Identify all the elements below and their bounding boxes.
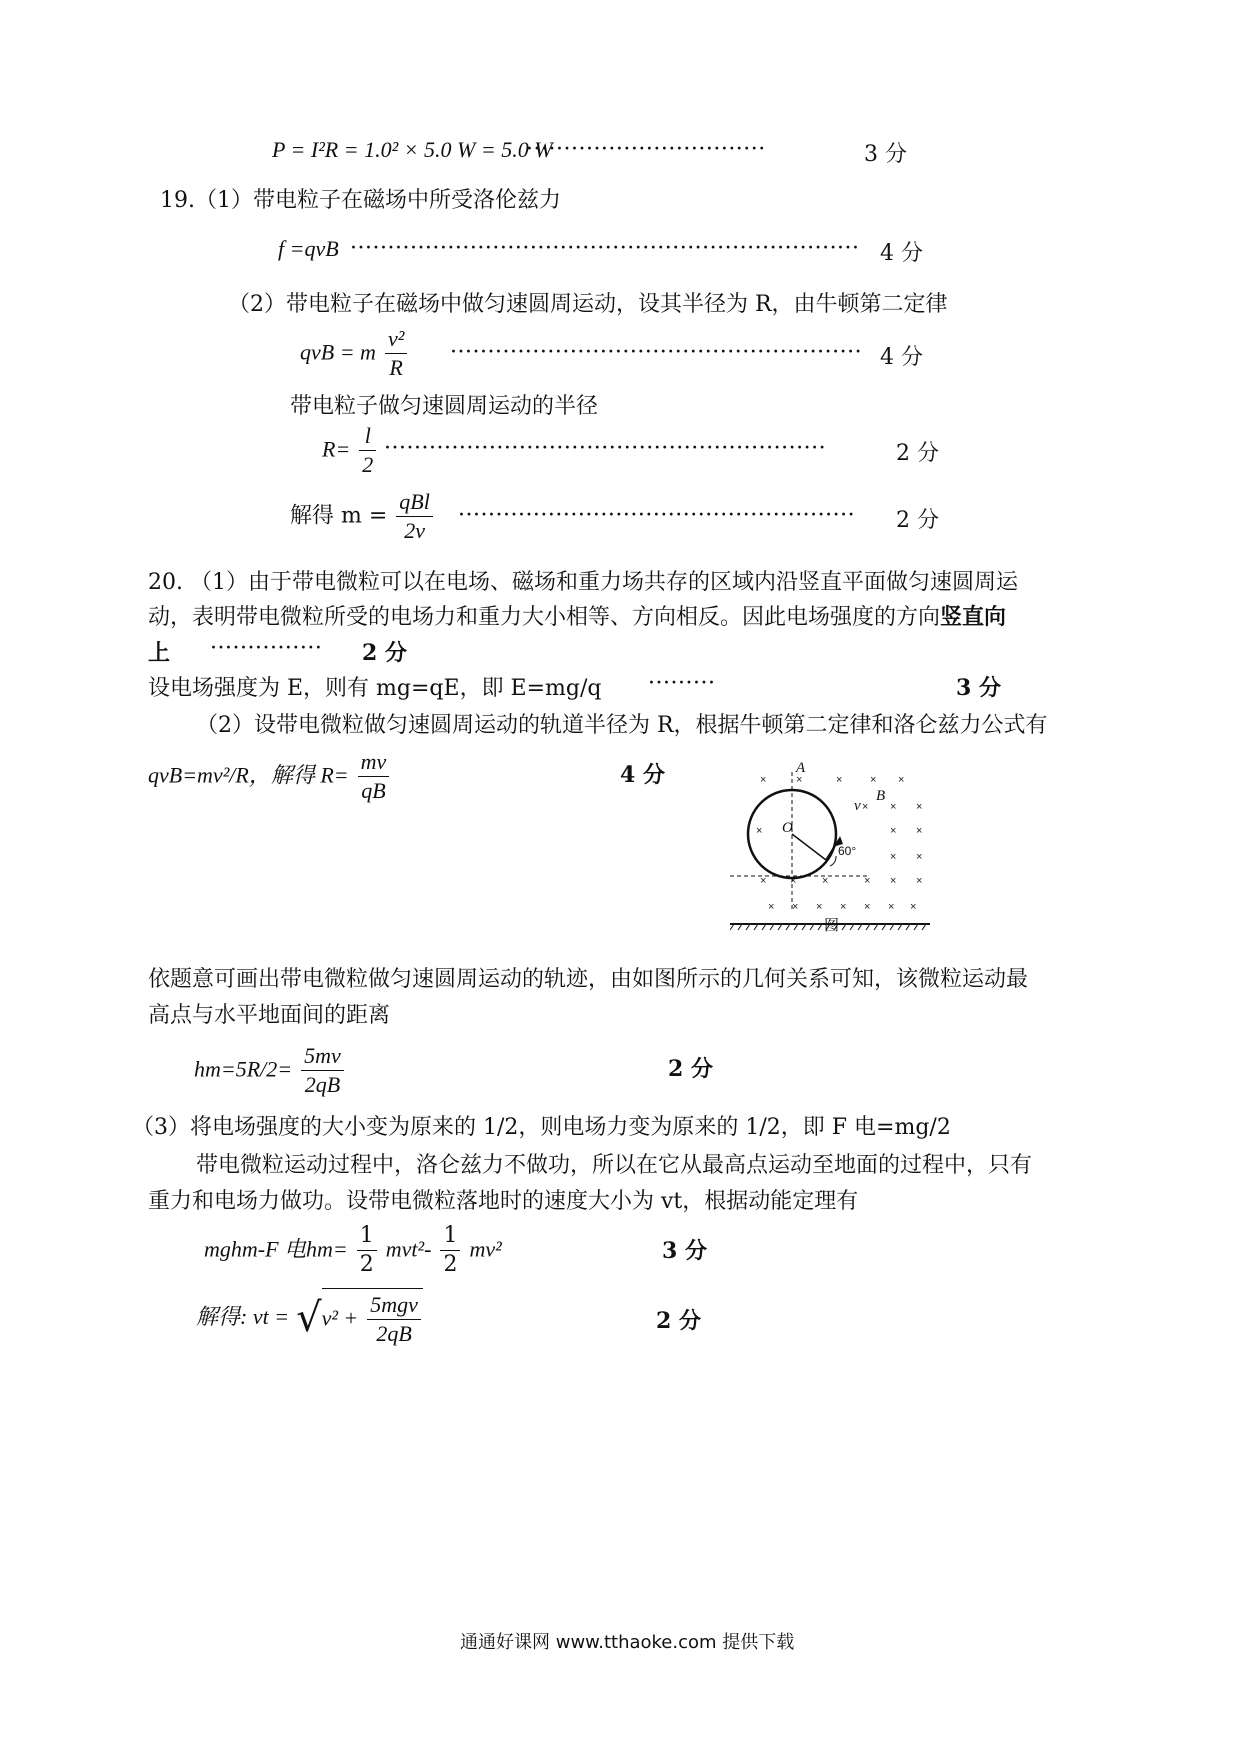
dot-leader: ································ [526,137,766,162]
q20-part1-line2: 动，表明带电微粒所受的电场力和重力大小相等、方向相反。因此电场强度的方向竖直向 [148,604,1007,630]
q20-radius-eq: qvB=mv²/R，解得 R= $\frac{mv}{qB}$ [148,748,391,805]
dot-leader: ··························································· [384,436,827,461]
fraction: $\frac{1}{2}$ [357,1222,377,1279]
score: 3 分 [956,675,1001,701]
score: 3 分 [662,1238,707,1264]
q19-force-eq: f =qvB [278,236,339,261]
figure-svg [730,762,930,937]
score: 2 分 [656,1308,701,1334]
svg-text:×: × [836,774,843,786]
svg-text:×: × [910,901,917,913]
label-v: v [854,798,861,814]
eq-left: qvB = m [300,339,376,365]
fraction: $\frac{mv}{qB}$ [358,748,390,805]
angle-label: 60° [838,844,857,858]
svg-text:×: × [840,901,847,913]
q19-solution: 解得 m = $\frac{\text{qBl}}{2v}$ [290,488,435,545]
label-B: B [876,788,886,804]
q19-radius-eq: R= $\frac{l}{2}$ [322,422,378,479]
svg-text:×: × [864,875,871,887]
score: 2 分 [896,508,939,533]
label-O: O [782,820,793,836]
footer-text: 通通好课网 www.tthaoke.com 提供下载 [460,1632,795,1653]
q20-explanation-line1: 依题意可画出带电微粒做匀速圆周运动的轨迹，由如图所示的几何关系可知，该微粒运动最 [148,967,1029,992]
q20-part3: （3）将电场强度的大小变为原来的 1/2，则电场力变为原来的 1/2，即 F 电=mg/2 [132,1115,951,1140]
score: 4 分 [880,241,923,266]
svg-text:×: × [756,825,763,837]
q20-part2: （2）设带电微粒做匀速圆周运动的轨道半径为 R，根据牛顿第二定律和洛仑兹力公式有 [196,713,1048,738]
score: 2 分 [362,640,407,666]
svg-text:×: × [816,901,823,913]
svg-text:×: × [898,774,905,786]
svg-text:×: × [796,774,803,786]
svg-text:×: × [916,875,923,887]
q19-part2: （2）带电粒子在磁场中做匀速圆周运动，设其半径为 R，由牛顿第二定律 [228,292,948,317]
svg-text:×: × [888,901,895,913]
q20-part3-text2: 重力和电场力做功。设带电微粒落地时的速度大小为 vt，根据动能定理有 [148,1189,859,1214]
svg-text:×: × [864,901,871,913]
fraction: $\frac{l}{2}$ [359,422,376,479]
fraction: $\frac{\text{v²}}{R}$ [385,325,407,382]
q20-final-eq: 解得: vt = √v² + $\frac{\text{5mgv}}{2qB}$ [196,1288,423,1348]
svg-text:×: × [916,825,923,837]
q20-height-eq: hm=5R/2= $\frac{5mv}{2qB}$ [194,1042,346,1099]
score: 4 分 [620,762,665,788]
label-A: A [796,760,806,776]
dot-leader: ········· [648,671,716,696]
q20-energy-eq: mghm-F 电hm= $\frac{1}{2}$ mvt²- $\frac{1}{2}$ mv² [204,1223,502,1277]
fraction: $\frac{1}{2}$ [440,1222,460,1279]
trajectory-figure [730,762,930,937]
svg-text:×: × [916,801,923,813]
svg-text:×: × [890,875,897,887]
score: 4 分 [880,345,923,370]
svg-text:×: × [768,901,775,913]
svg-text:×: × [862,801,869,813]
q20-part3-text1: 带电微粒运动过程中，洛仑兹力不做功，所以在它从最高点运动至地面的过程中，只有 [196,1153,1033,1178]
score: 2 分 [668,1056,713,1082]
sqrt-expression: √v² + $\frac{\text{5mgv}}{2qB}$ [296,1288,423,1348]
q20-part1-line1: 20. （1）由于带电微粒可以在电场、磁场和重力场共存的区域内沿竖直平面做匀速圆周运 [148,570,1018,595]
q20-part1-line3: 上 [148,640,171,666]
score: 3 分 [864,142,907,167]
svg-text:×: × [760,774,767,786]
dot-leader: ······················································· [450,340,863,365]
q19-part1: 19.（1）带电粒子在磁场中所受洛伦兹力 [160,188,561,213]
svg-text:×: × [890,825,897,837]
dot-leader: ···································································· [350,236,860,261]
svg-text:×: × [870,774,877,786]
dot-leader: ····················································· [458,503,856,528]
q20-field-strength: 设电场强度为 E，则有 mg=qE，即 E=mg/q [148,676,602,701]
fraction: $\frac{\text{qBl}}{2v}$ [396,488,433,545]
svg-text:×: × [916,851,923,863]
power-equation: P = I²R = 1.0² × 5.0 W = 5.0 W [272,137,553,162]
q20-explanation-line2: 高点与水平地面间的距离 [148,1003,391,1028]
svg-text:×: × [760,875,767,887]
dot-leader: ··············· [210,636,323,661]
svg-text:×: × [890,851,897,863]
fraction: $\frac{5mv}{2qB}$ [301,1042,344,1099]
fraction: $\frac{\text{5mgv}}{2qB}$ [367,1291,421,1348]
q19-radius-text: 带电粒子做匀速圆周运动的半径 [290,394,599,419]
svg-text:×: × [792,901,799,913]
svg-text:×: × [822,875,829,887]
figure-caption: 图 [824,916,840,934]
score: 2 分 [896,441,939,466]
svg-text:×: × [890,801,897,813]
svg-text:×: × [790,875,797,887]
q19-newton-eq [300,325,409,382]
